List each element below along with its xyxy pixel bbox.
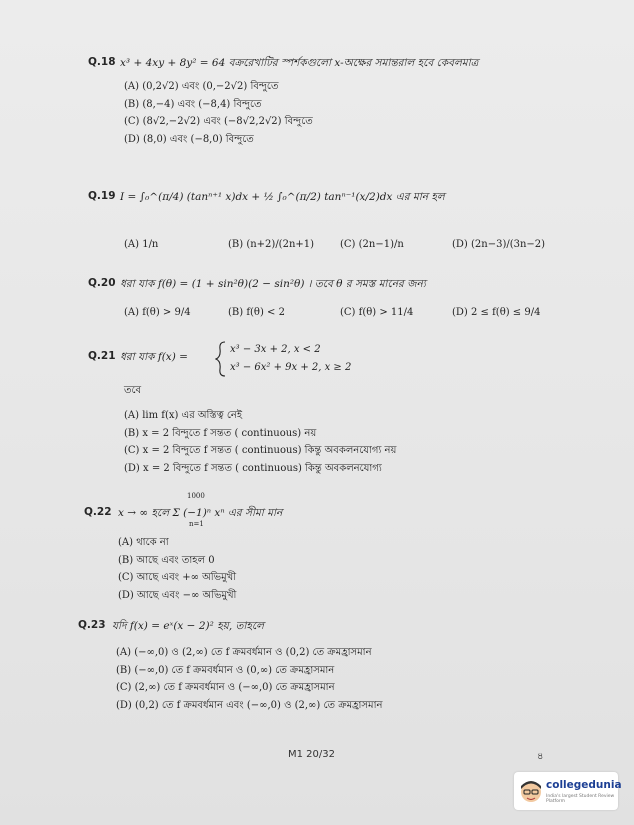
question-number: Q.18 xyxy=(88,56,116,68)
piecewise-case-2: x³ − 6x² + 9x + 2, x ≥ 2 xyxy=(230,362,352,373)
brace-icon xyxy=(215,340,227,378)
question-number: Q.20 xyxy=(88,277,116,289)
option-c: (C) (8√2,−2√2) এবং (−8√2,2√2) বিন্দুতে xyxy=(124,116,313,127)
option-c: (C) x = 2 বিন্দুতে f সন্তত ( continuous) কিন্তু অবকলনযোগ্য নয় xyxy=(124,445,397,456)
option-d: (D) x = 2 বিন্দুতে f সন্তত ( continuous) কিন্তু অবকলনযোগ্য xyxy=(124,462,382,474)
connector-text: তবে xyxy=(124,385,142,396)
question-stem: ধরা যাক f(θ) = (1 + sin²θ)(2 − sin²θ) । তবে θ র সমস্ত মানের জন্য xyxy=(120,278,426,290)
option-list xyxy=(118,536,236,606)
option-a: (A) (0,2√2) এবং (0,−2√2) বিন্দুতে xyxy=(124,81,279,92)
question-stem: I = ∫₀^(π/4) (tanⁿ⁺¹ x)dx + ½ ∫₀^(π/2) tanⁿ⁻¹(x/2)dx এর মান হল xyxy=(120,191,445,203)
collegedunia-logo xyxy=(514,772,622,810)
option-list xyxy=(124,409,396,479)
page-number: ৪ xyxy=(537,751,544,762)
option-a: (A) (−∞,0) ও (2,∞) তে f ক্রমবর্ধমান ও (0,2) তে ক্রমহ্রাসমান xyxy=(116,647,372,658)
option-b: (B) (8,−4) এবং (−8,4) বিন্দুতে xyxy=(124,98,262,110)
piecewise-case-1: x³ − 3x + 2, x < 2 xyxy=(230,344,321,355)
option-a: (A) f(θ) > 9/4 xyxy=(124,307,191,318)
option-b: (B) (n+2)/(2n+1) xyxy=(228,239,315,250)
option-d: (D) 2 ≤ f(θ) ≤ 9/4 xyxy=(452,307,541,318)
option-b: (B) আছে এবং তাহল 0 xyxy=(118,554,215,566)
option-c: (C) f(θ) > 11/4 xyxy=(340,307,414,318)
option-d: (D) (2n−3)/(3n−2) xyxy=(452,239,546,250)
logo-wordmark: collegedunia xyxy=(546,779,622,791)
question-stem: ধরা যাক f(x) = xyxy=(120,351,188,363)
logo-tagline: India's largest Student Review Platform xyxy=(546,794,615,804)
option-list xyxy=(124,80,313,150)
sum-lower-limit: n=1 xyxy=(189,520,204,528)
option-d: (D) (0,2) তে f ক্রমবর্ধমান এবং (−∞,0) ও (2,∞) তে ক্রমহ্রাসমান xyxy=(116,699,383,711)
question-stem: যদি f(x) = eˣ(x − 2)² হয়, তাহলে xyxy=(112,620,264,632)
option-d: (D) (8,0) এবং (−8,0) বিন্দুতে xyxy=(124,133,254,145)
question-stem: x³ + 4xy + 8y² = 64 বক্ররেখাটির স্পর্শকগুলো x-অক্ষের সমান্তরাল হবে কেবলমাত্র xyxy=(120,57,479,69)
option-c: (C) আছে এবং +∞ অভিমুখী xyxy=(118,572,237,583)
option-c: (C) (2,∞) তে f ক্রমবর্ধমান ও (−∞,0) তে ক্রমহ্রাসমান xyxy=(116,682,335,693)
sum-upper-limit: 1000 xyxy=(187,492,205,500)
option-b: (B) (−∞,0) তে f ক্রমবর্ধমান ও (0,∞) তে ক্রমহ্রাসমান xyxy=(116,664,335,676)
page-code: M1 20/32 xyxy=(288,749,335,760)
option-list xyxy=(116,646,382,716)
question-number: Q.19 xyxy=(88,190,116,202)
option-a: (A) 1/n xyxy=(124,239,159,250)
option-c: (C) (2n−1)/n xyxy=(340,239,404,250)
question-stem: x → ∞ হলে Σ (−1)ⁿ xⁿ এর সীমা মান xyxy=(118,507,283,519)
option-a: (A) থাকে না xyxy=(118,537,169,548)
question-number: Q.23 xyxy=(78,619,106,631)
option-d: (D) আছে এবং −∞ অভিমুখী xyxy=(118,589,237,601)
option-a: (A) lim f(x) এর অস্তিত্ব নেই xyxy=(124,410,243,421)
question-number: Q.21 xyxy=(88,350,116,362)
question-number: Q.22 xyxy=(84,506,112,518)
option-b: (B) x = 2 বিন্দুতে f সন্তত ( continuous) নয় xyxy=(124,427,317,439)
option-b: (B) f(θ) < 2 xyxy=(228,307,285,318)
student-avatar-icon xyxy=(518,777,544,805)
